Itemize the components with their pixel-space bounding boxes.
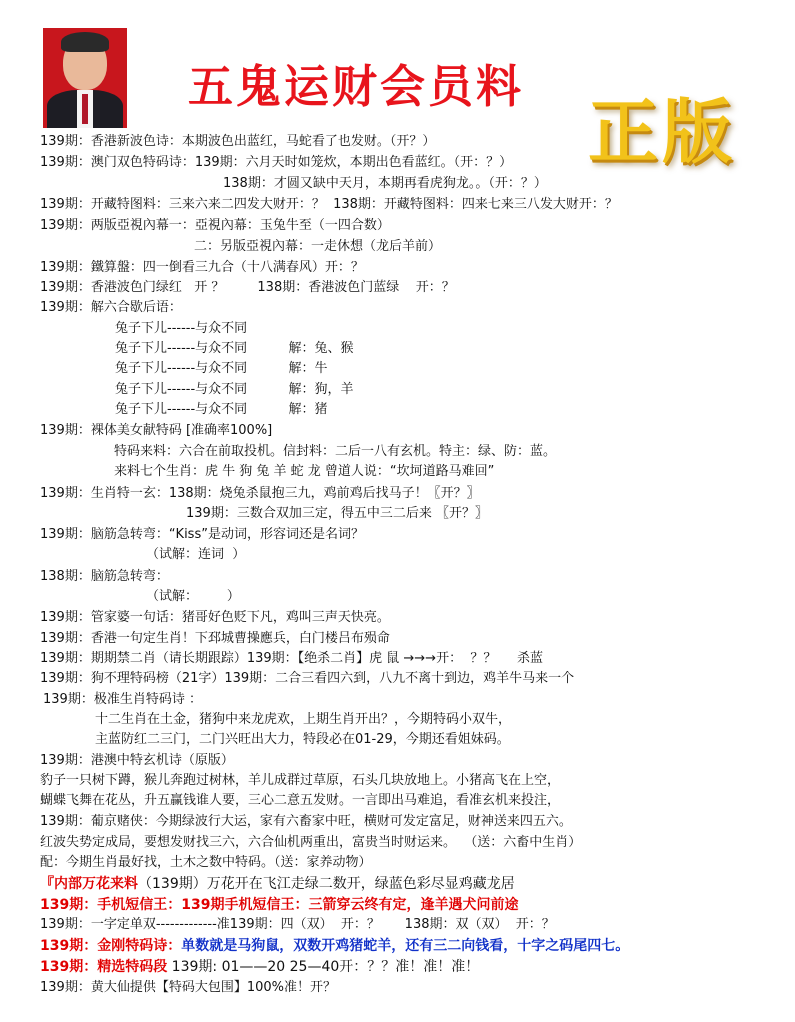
text-line: （试解：连词 ） bbox=[146, 547, 246, 562]
text-line: 139期：黄大仙提供【特码大包围】100%准！开？ bbox=[40, 980, 336, 995]
text-line: 139期：生肖特一玄：138期：烧兔杀鼠抱三九，鸡前鸡后找马子！〖开？〗 bbox=[40, 486, 480, 501]
text-line: 139期：手机短信王：139期手机短信王：三箭穿云终有定，逢羊遇犬问前途 bbox=[40, 897, 519, 913]
text-line: 来料七个生肖：虎 牛 狗 兔 羊 蛇 龙 曾道人说：“坎坷道路马难回” bbox=[114, 464, 495, 479]
text-line: 红波失势定成局，要想发财找三六，六合仙机两重出，富贵当时财运来。 （送：六畜中生肖） bbox=[40, 835, 582, 850]
text-line: 138期：才圆又缺中天月，本期再看虎狗龙。。（开：？） bbox=[223, 176, 547, 191]
text-line: 139期：管家婆一句话：猪哥好色贬下凡，鸡叫三声天快亮。 bbox=[40, 610, 390, 625]
text-line: 兔子下儿------与众不同 解：猪 bbox=[115, 402, 328, 417]
highlight-label: 139期：金刚特码诗： bbox=[40, 938, 182, 954]
text-line: 139期：两版亞視內幕一：亞視內幕：玉兔牛至（一四合数） bbox=[40, 218, 390, 233]
text-line: 蝴蝶飞舞在花丛，升五赢钱谁人要，三心二意五发财。一言即出马难追，看准玄机来投注， bbox=[40, 793, 561, 808]
text-segment: （139期）万花开在飞江走绿二数开，绿蓝色彩尽显鸡藏龙居 bbox=[138, 876, 515, 892]
text-line bbox=[40, 875, 515, 893]
text-line bbox=[40, 958, 479, 976]
text-line: 138期：脑筋急转弯： bbox=[40, 569, 169, 584]
text-line: 139期：狗不理特码榜（21字）139期：二合三看四六到，八九不离十到边，鸡羊牛马来一个 bbox=[40, 671, 575, 686]
text-line: 139期：葡京赌侠：今期绿波行大运，家有六畜家中旺，横财可发定富足，财神送来四五六。 bbox=[40, 814, 572, 829]
text-line: 139期：香港一句定生肖！下邳城曹操應兵，白门楼吕布殒命 bbox=[40, 631, 390, 646]
text-line: 兔子下儿------与众不同 解：兔、猴 bbox=[115, 341, 354, 356]
text-line: 139期：鐵算盤：四一倒看三九合（十八满春风）开：？ bbox=[40, 260, 364, 275]
text-line: 主蓝防红二三门，二门兴旺出大力，特段必在01-29，今期还看姐妹码。 bbox=[95, 732, 510, 747]
text-line: 139期：港澳中特玄机诗（原版） bbox=[40, 753, 234, 768]
text-line: 139期：香港新波色诗：本期波色出蓝红，马蛇看了也发财。（开？） bbox=[40, 134, 436, 149]
text-segment: 139期: 01——20 25—40开：？？准！准！准！ bbox=[167, 959, 480, 975]
text-line: 兔子下儿------与众不同 解：牛 bbox=[115, 361, 328, 376]
text-line: （试解： ） bbox=[146, 589, 240, 604]
text-line bbox=[40, 937, 629, 955]
text-line: 139期：一字定单双-------------准139期：四（双） 开：？ 138期：双（双） 开：？ bbox=[40, 917, 555, 932]
text-line: 139期：裸体美女献特码 [准确率100%] bbox=[40, 423, 273, 438]
text-line: 配：今期生肖最好找，土木之数中特码。（送：家养动物） bbox=[40, 855, 372, 870]
text-line: 139期：极准生肖特码诗 ： bbox=[43, 692, 202, 707]
text-line: 139期：澳门双色特码诗：139期：六月天时如笼炊，本期出色看蓝红。（开：？） bbox=[40, 155, 513, 170]
text-line: 139期：三数合双加三定，得五中三二后来 〖开？〗 bbox=[186, 506, 488, 521]
portrait-photo bbox=[43, 28, 127, 128]
text-line: 十二生肖在土金，猪狗中来龙虎欢，上期生肖开出？，今期特码小双牛， bbox=[95, 712, 512, 727]
highlight-text: 单数就是马狗鼠，双数开鸡猪蛇羊，还有三二向钱看，十字之码尾四七。 bbox=[181, 938, 630, 954]
text-line: 139期：解六合歇后语： bbox=[40, 300, 182, 315]
text-line: 豹子一只树下蹲，猴儿奔跑过树林，羊儿成群过草原，石头几块放地上。小猪高飞在上空， bbox=[40, 773, 561, 788]
genuine-stamp: 正版 bbox=[588, 90, 736, 173]
text-line: 兔子下儿------与众不同 解：狗，羊 bbox=[115, 382, 354, 397]
page-title: 五鬼运财会员料 bbox=[188, 60, 525, 113]
text-line: 139期：脑筋急转弯：“Kiss”是动词，形容词还是名词？ bbox=[40, 527, 364, 542]
text-line: 139期：期期禁二肖（请长期跟踪）139期：【绝杀二肖】虎 鼠 →→→开： ？？ 杀蓝 bbox=[40, 651, 543, 666]
text-line: 139期：开藏特图料：三来六来二四发大财开：？ 138期：开藏特图料：四来七来三八发大财开：？ bbox=[40, 197, 618, 212]
text-line: 兔子下儿------与众不同 bbox=[115, 321, 248, 336]
highlight-label: 139期：精选特码段 bbox=[40, 959, 168, 975]
text-line: 二：另版亞視內幕：一走休想（龙后羊前） bbox=[194, 239, 442, 254]
text-line: 139期：香港波色门绿红 开 ？ 138期：香港波色门蓝绿 开：？ bbox=[40, 280, 455, 295]
highlight-label: 『内部万花来料 bbox=[40, 876, 138, 892]
text-line: 特码来料：六合在前取投机。信封料：二后一八有玄机。特主：绿、防：蓝。 bbox=[114, 444, 557, 459]
